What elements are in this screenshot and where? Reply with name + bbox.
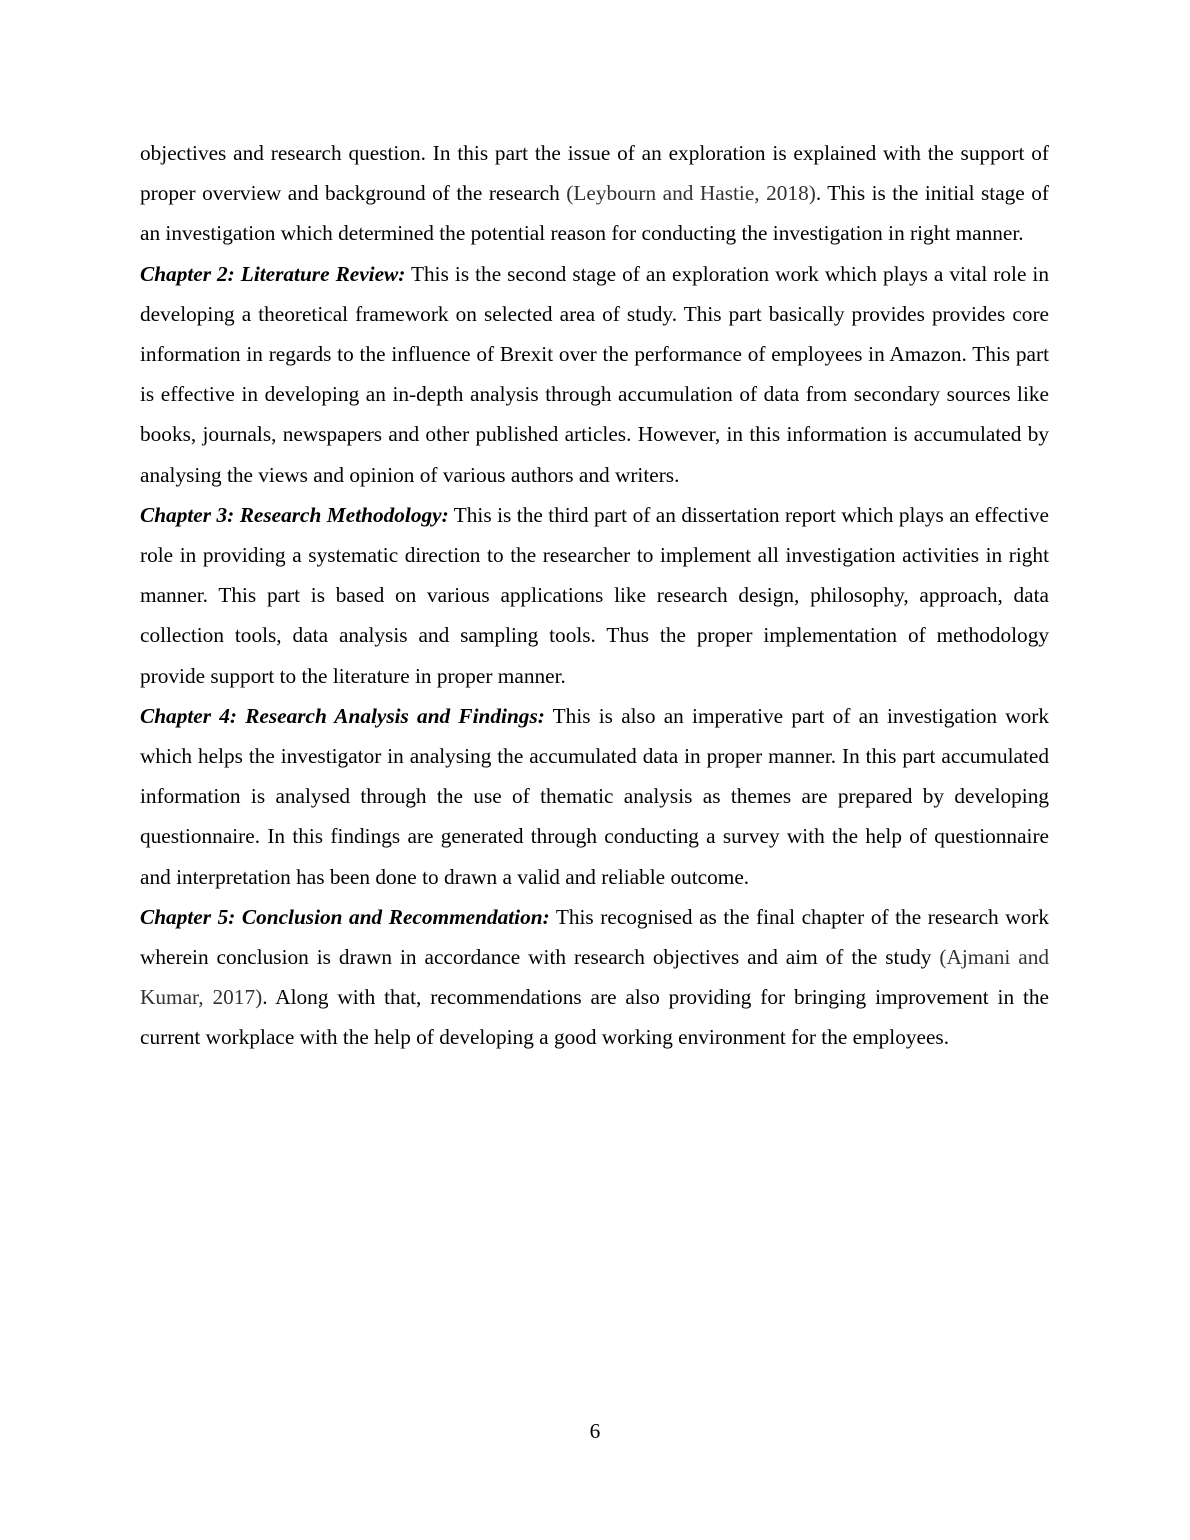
paragraph-text: This is the second stage of an exploration work which plays a vital role in developing a theoretical framework on selected area of study. This part basically provides provides core information in regards to the influence of Brexit over the performance of employees in Amazon. This part is effective in developing an in-depth analysis through accumulation of data from secondary sources like books, journals, newspapers and other published articles. However, in this information is accumulated by analysing the views and opinion of various authors and writers.	[140, 261, 1049, 487]
paragraph-text: This recognised as the final chapter of the research work wherein conclusion is drawn in accordance with research objectives and aim of the study	[140, 904, 1049, 970]
chapter-heading: Chapter 5: Conclusion and Recommendation:	[140, 904, 550, 929]
chapter-3-paragraph	[140, 495, 1049, 696]
citation: (Leybourn and Hastie, 2018)	[566, 181, 816, 206]
paragraph-text: This is also an imperative part of an investigation work which helps the investigator in analysing the accumulated data in proper manner. In this part accumulated information is analysed through the use of thematic analysis as themes are prepared by developing questionnaire. In this findings are generated through conducting a survey with the help of questionnaire and interpretation has been done to drawn a valid and reliable outcome.	[140, 703, 1049, 889]
chapter-heading: Chapter 2: Literature Review:	[140, 261, 406, 286]
chapter-heading: Chapter 3: Research Methodology:	[140, 502, 449, 527]
intro-paragraph	[140, 133, 1049, 254]
paragraph-text: . Along with that, recommendations are also providing for bringing improvement in the current workplace with the help of developing a good working environment for the employees.	[140, 985, 1049, 1050]
paragraph-text: objectives and research question. In this part the issue of an exploration is explained with the support of proper overview and background of the research	[140, 141, 1049, 206]
paragraph-text: This is the third part of an dissertation report which plays an effective role in providing a systematic direction to the researcher to implement all investigation activities in right manner. This part is based on various applications like research design, philosophy, approach, data collection tools, data analysis and sampling tools. Thus the proper implementation of methodology provide support to the literature in proper manner.	[140, 502, 1049, 688]
chapter-2-paragraph	[140, 254, 1049, 495]
chapter-5-paragraph	[140, 897, 1049, 1058]
page-number: 6	[589, 1419, 601, 1443]
document-body	[140, 133, 1049, 1058]
chapter-heading: Chapter 4: Research Analysis and Findings:	[140, 703, 545, 728]
paragraph-text: . This is the initial stage of an investigation which determined the potential reason for conducting the investigation in right manner.	[140, 181, 1049, 246]
citation: (Ajmani and Kumar, 2017)	[140, 945, 1050, 1010]
chapter-4-paragraph	[140, 696, 1049, 897]
